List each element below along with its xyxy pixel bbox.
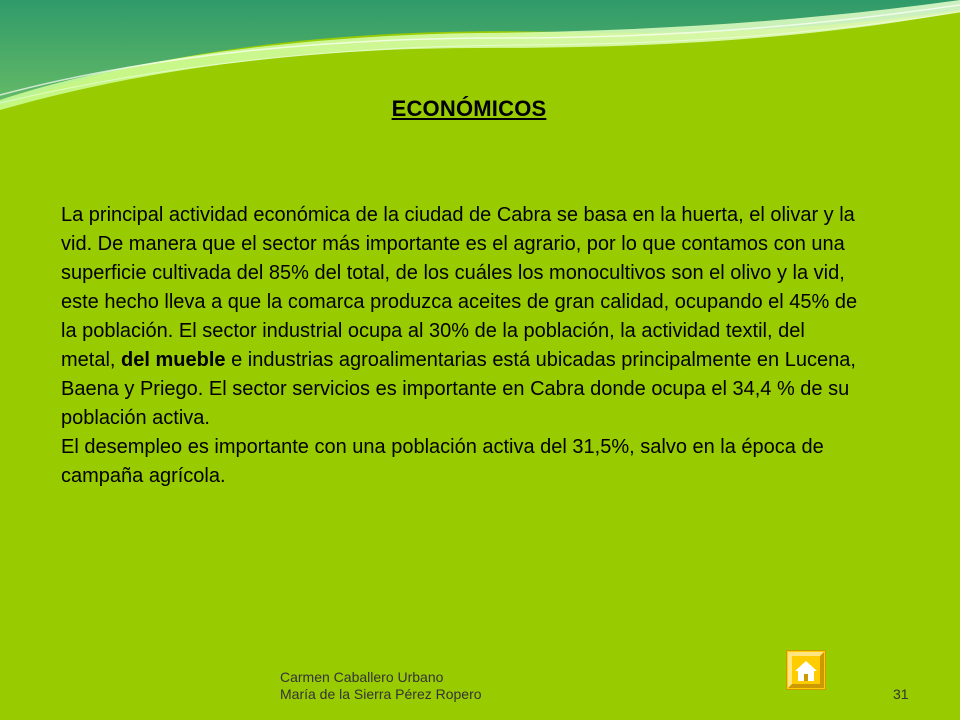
home-button[interactable] — [786, 650, 826, 690]
paragraph-1 — [61, 201, 861, 433]
paragraph-1-bold: del mueble — [121, 349, 226, 371]
slide-body — [61, 201, 861, 491]
author-name: Carmen Caballero Urbano — [280, 669, 444, 685]
home-icon — [787, 651, 825, 689]
slide-title: ECONÓMICOS — [391, 96, 547, 121]
paragraph-1-text-a: La principal actividad económica de la ciudad de Cabra se basa en la huerta, el olivar y la vid. De manera que el sector más importante es el agrario, por lo que contamos con una superficie cultivada del 85% del total, de los cuáles los monocultivos son el olivo y la vid, este hecho lleva a que la comarca produzca aceites de gran calidad, ocupando el 45% de la población. El sector industrial ocupa al 30% de la población, la actividad textil, del metal, — [61, 204, 858, 371]
footer-authors — [280, 669, 482, 703]
page-number: 31 — [893, 686, 909, 702]
paragraph-2: El desempleo es importante con una población activa del 31,5%, salvo en la época de campaña agrícola. — [61, 436, 824, 487]
author-name: María de la Sierra Pérez Ropero — [280, 686, 482, 702]
paragraph-1-text-b: e industrias agroalimentarias está ubicadas principalmente en Lucena, Baena y Priego. El sector servicios es importante en Cabra donde ocupa el 34,4 % de su población activa. — [61, 349, 856, 429]
